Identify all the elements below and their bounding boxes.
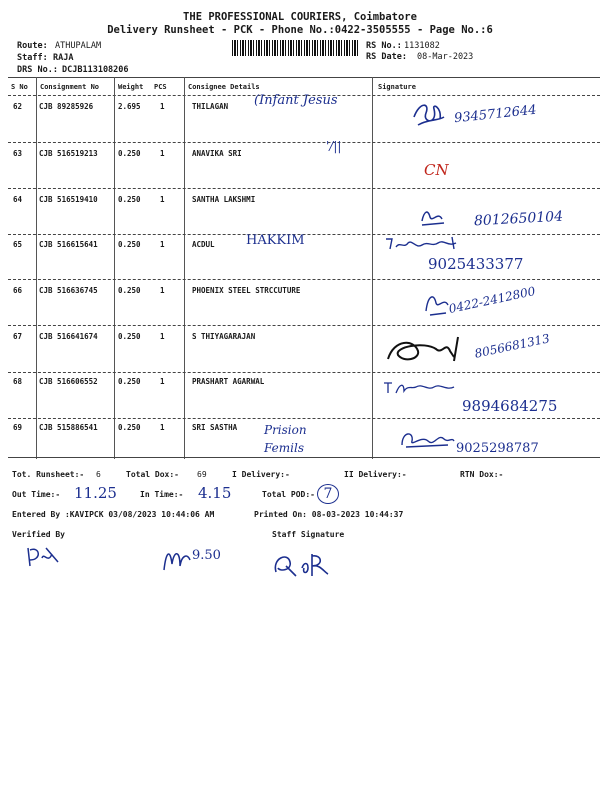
staff-value: RAJA (53, 53, 74, 63)
handwritten-note: HAKKIM (246, 233, 305, 248)
table-cell-weight: 0.250 (118, 286, 141, 295)
row-divider (8, 279, 600, 280)
table-cell-sno: 68 (13, 377, 23, 386)
recipient-phone: 8056681313 (473, 331, 551, 361)
rs-no-label: RS No.: (366, 41, 402, 51)
i-delivery-label: I Delivery:- (232, 470, 290, 479)
col-header-consignment: Consignment No (40, 83, 100, 91)
table-cell-consignee: SRI SASTHA (192, 423, 238, 432)
table-cell-consignment: CJB 516519213 (39, 149, 98, 158)
route-value: ATHUPALAM (55, 41, 102, 51)
col-header-consignee: Consignee Details (188, 83, 260, 91)
entered-by: Entered By :KAVIPCK 03/08/2023 10:44:06 AM (12, 510, 215, 519)
table-cell-consignee: S THIYAGARAJAN (192, 332, 256, 341)
table-cell-weight: 0.250 (118, 423, 141, 432)
table-cell-consignment: CJB 516615641 (39, 240, 98, 249)
table-cell-pcs: 1 (160, 102, 165, 111)
table-cell-weight: 2.695 (118, 102, 141, 111)
tot-runsheet-value: 6 (96, 470, 101, 479)
verifier-signature (22, 542, 62, 572)
col-header-sno: S No (11, 83, 28, 91)
total-dox-label: Total Dox:- (126, 470, 179, 479)
table-cell-consignee: PHOENIX STEEL STRCCUTURE (192, 286, 301, 295)
table-cell-consignee: PRASHART AGARWAL (192, 377, 265, 386)
table-cell-pcs: 1 (160, 195, 165, 204)
signature-scribble (418, 207, 448, 227)
rs-date-label: RS Date: (366, 52, 407, 62)
recipient-mark: CN (424, 161, 449, 179)
table-cell-consignment: CJB 89285926 (39, 102, 94, 111)
barcode (232, 40, 360, 56)
in-time-label: In Time:- (140, 490, 184, 499)
table-cell-pcs: 1 (160, 332, 165, 341)
drs-label: DRS No.: (17, 65, 58, 75)
table-cell-pcs: 1 (160, 377, 165, 386)
signature-scribble (382, 235, 472, 253)
row-divider (8, 188, 600, 189)
table-cell-weight: 0.250 (118, 332, 141, 341)
table-cell-weight: 0.250 (118, 240, 141, 249)
table-cell-pcs: 1 (160, 286, 165, 295)
table-cell-sno: 64 (13, 195, 23, 204)
signature-scribble (408, 99, 448, 131)
table-cell-consignee: ANAVIKA SRI (192, 149, 242, 158)
rs-date-value: 08-Mar-2023 (417, 52, 474, 62)
recipient-phone: 0422-2412800 (447, 284, 537, 316)
table-cell-sno: 63 (13, 149, 23, 158)
recipient-phone: 9345712644 (453, 102, 538, 127)
table-cell-weight: 0.250 (118, 149, 141, 158)
table-cell-sno: 62 (13, 102, 23, 111)
table-cell-sno: 67 (13, 332, 23, 341)
out-time-label: Out Time:- (12, 490, 61, 499)
table-cell-sno: 66 (13, 286, 23, 295)
signature-scribble (398, 427, 458, 451)
row-divider (8, 142, 600, 143)
signature-scribble (384, 333, 474, 367)
col-header-weight: Weight (118, 83, 144, 91)
col-header-signature: Signature (378, 83, 416, 91)
table-cell-consignment: CJB 516519410 (39, 195, 98, 204)
col-divider (36, 77, 37, 459)
staff-signature (268, 548, 358, 582)
table-cell-consignee: SANTHA LAKSHMI (192, 195, 256, 204)
tot-runsheet-label: Tot. Runsheet:- (12, 470, 85, 479)
staff-label: Staff: (17, 53, 48, 63)
recipient-phone: 9894684275 (462, 397, 558, 415)
table-cell-weight: 0.250 (118, 195, 141, 204)
total-pod-label: Total POD:- (262, 490, 315, 499)
table-cell-consignee: THILAGAN (192, 102, 229, 111)
row-divider (8, 325, 600, 326)
col-divider (372, 77, 373, 459)
row-divider (8, 418, 600, 419)
verified-note: 9.50 (192, 548, 221, 563)
recipient-phone: 9025433377 (428, 255, 524, 273)
company-title: THE PROFESSIONAL COURIERS, Coimbatore (183, 11, 417, 23)
in-time-value: 4.15 (198, 484, 232, 502)
handwritten-note: (Infant Jesus (254, 93, 338, 108)
table-cell-sno: 65 (13, 240, 23, 249)
table-cell-consignment: CJB 516641674 (39, 332, 98, 341)
table-cell-consignment: CJB 516606552 (39, 377, 98, 386)
table-cell-pcs: 1 (160, 240, 165, 249)
handwritten-note: Prision Femils (264, 423, 307, 455)
route-label: Route: (17, 41, 48, 51)
col-divider (184, 77, 185, 459)
table-top-border (8, 77, 600, 78)
handwritten-note: '/|| (326, 139, 342, 153)
verifier-initials (160, 544, 194, 574)
table-cell-pcs: 1 (160, 423, 165, 432)
total-pod-value: 7 (317, 484, 339, 504)
table-cell-weight: 0.250 (118, 377, 141, 386)
table-cell-consignment: CJB 516636745 (39, 286, 98, 295)
table-cell-pcs: 1 (160, 149, 165, 158)
runsheet-table (8, 77, 600, 459)
col-header-pcs: PCS (154, 83, 167, 91)
recipient-phone: 9025298787 (456, 441, 539, 456)
drs-value: DCJB113108206 (62, 65, 129, 75)
table-cell-sno: 69 (13, 423, 23, 432)
table-bottom-border (8, 457, 600, 458)
col-divider (114, 77, 115, 459)
verified-by-label: Verified By (12, 530, 65, 539)
recipient-phone: 8012650104 (473, 208, 564, 230)
printed-on: Printed On: 08-03-2023 10:44:37 (254, 510, 404, 519)
total-dox-value: 69 (197, 470, 207, 479)
signature-scribble (382, 379, 472, 397)
rtn-dox-label: RTN Dox:- (460, 470, 504, 479)
runsheet-subtitle: Delivery Runsheet - PCK - Phone No.:0422-3505555 - Page No.:6 (107, 24, 493, 36)
staff-signature-label: Staff Signature (272, 530, 345, 539)
table-cell-consignee: ACDUL (192, 240, 215, 249)
rs-no-value: 1131082 (404, 41, 440, 51)
row-divider (8, 372, 600, 373)
ii-delivery-label: II Delivery:- (344, 470, 407, 479)
out-time-value: 11.25 (74, 484, 117, 502)
table-cell-consignment: CJB 515886541 (39, 423, 98, 432)
